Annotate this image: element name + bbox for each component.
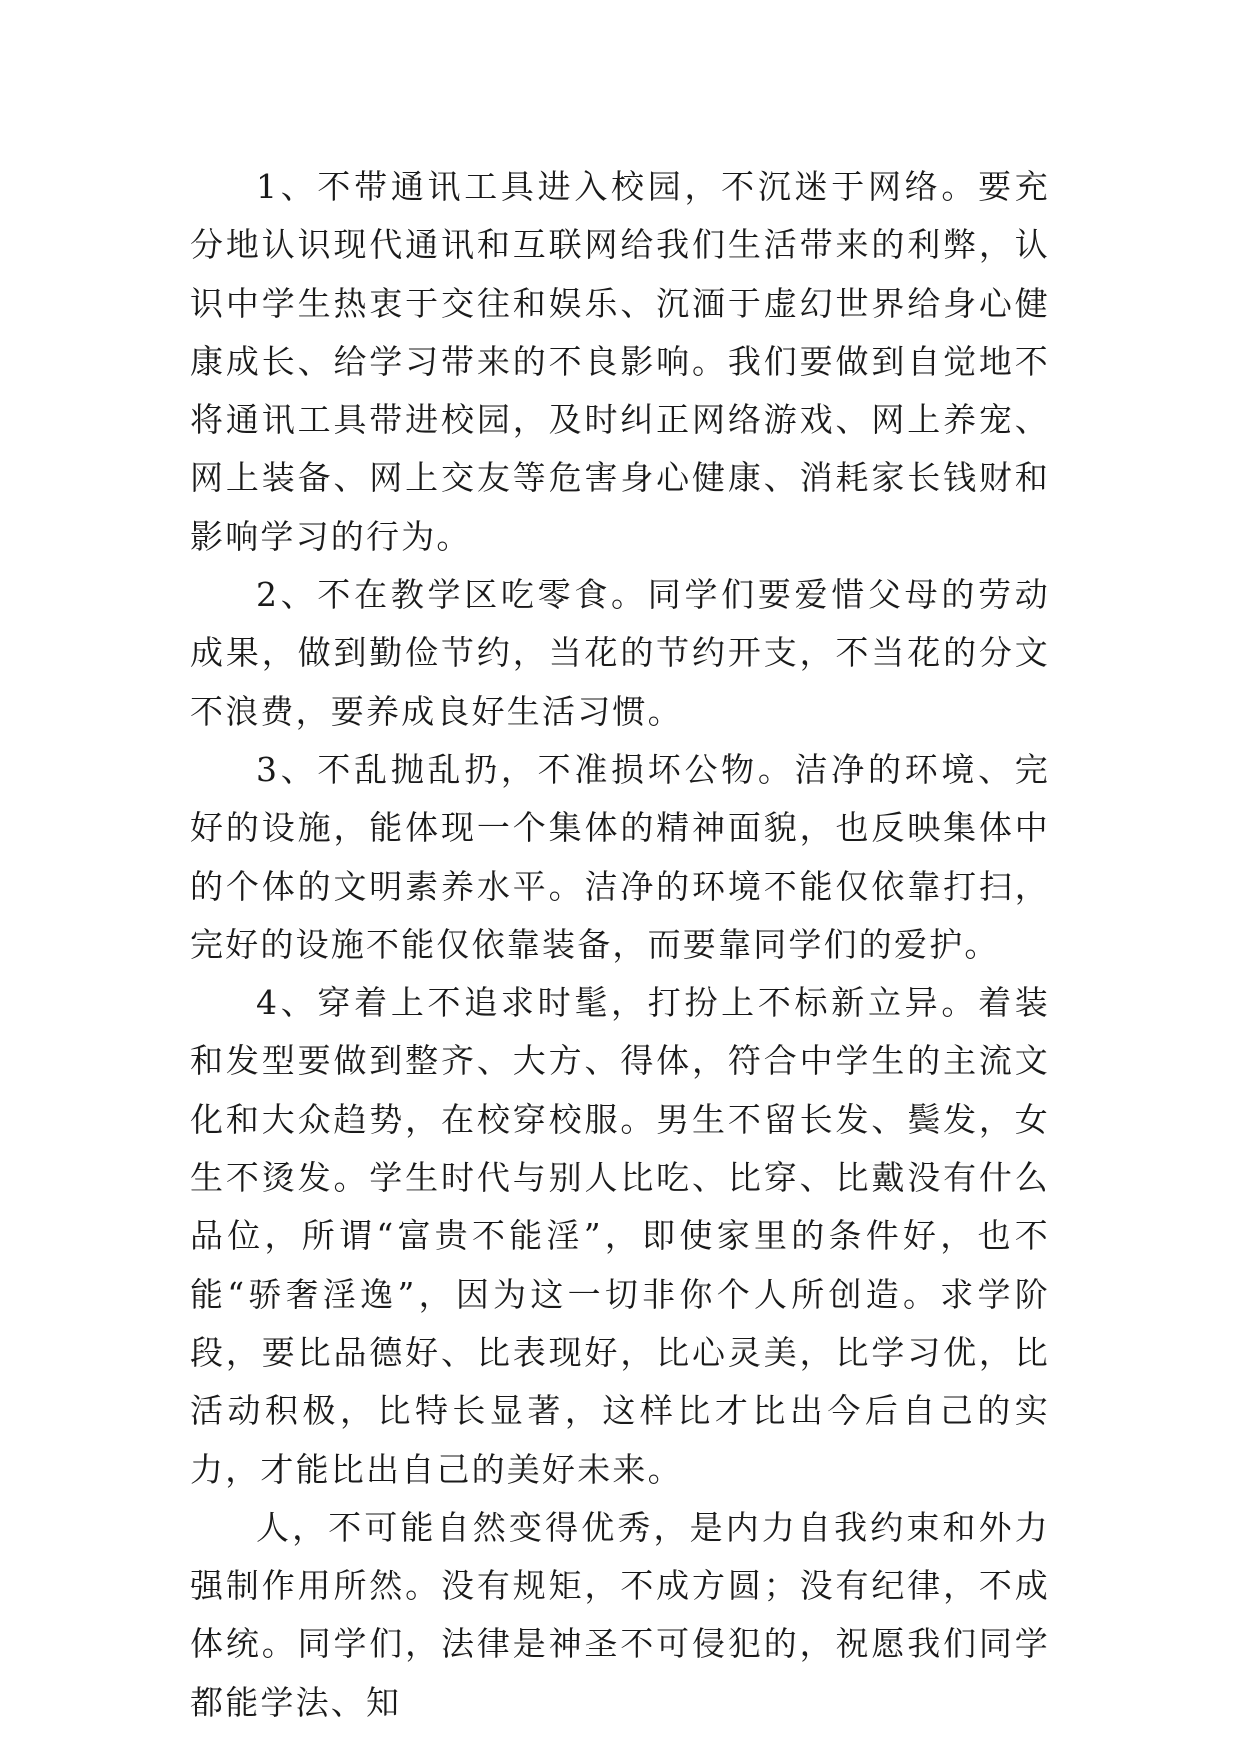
paragraph-rule-1: 1、不带通讯工具进入校园，不沉迷于网络。要充分地认识现代通讯和互联网给我们生活带来的利弊，认识中学生热衷于交往和娱乐、沉湎于虚幻世界给身心健康成长、给学习带来的不良影响。我们要做到自觉地不将通讯工具带进校园，及时纠正网络游戏、网上养宠、网上装备、网上交友等危害身心健康、消耗家长钱财和影响学习的行为。: [190, 167, 1050, 556]
paragraph-conclusion: 人，不可能自然变得优秀，是内力自我约束和外力强制作用所然。没有规矩，不成方圆；没有纪律，不成体统。同学们，法律是神圣不可侵犯的，祝愿我们同学都能学法、知: [190, 1507, 1050, 1722]
paragraph-rule-3: 3、不乱抛乱扔，不准损坏公物。洁净的环境、完好的设施，能体现一个集体的精神面貌，也反映集体中的个体的文明素养水平。洁净的环境不能仅依靠打扫，完好的设施不能仅依靠装备，而要靠同学们的爱护。: [190, 749, 1050, 964]
body-text: [190, 158, 1050, 1732]
paragraph-rule-4: 4、穿着上不追求时髦，打扮上不标新立异。着装和发型要做到整齐、大方、得体，符合中学生的主流文化和大众趋势，在校穿校服。男生不留长发、鬓发，女生不烫发。学生时代与别人比吃、比穿、比戴没有什么品位，所谓“富贵不能淫”，即使家里的条件好，也不能“骄奢淫逸”，因为这一切非你个人所创造。求学阶段，要比品德好、比表现好，比心灵美，比学习优，比活动积极，比特长显著，这样比才比出今后自己的实力，才能比出自己的美好未来。: [190, 983, 1050, 1489]
paragraph-rule-2: 2、不在教学区吃零食。同学们要爱惜父母的劳动成果，做到勤俭节约，当花的节约开支，不当花的分文不浪费，要养成良好生活习惯。: [190, 575, 1050, 731]
